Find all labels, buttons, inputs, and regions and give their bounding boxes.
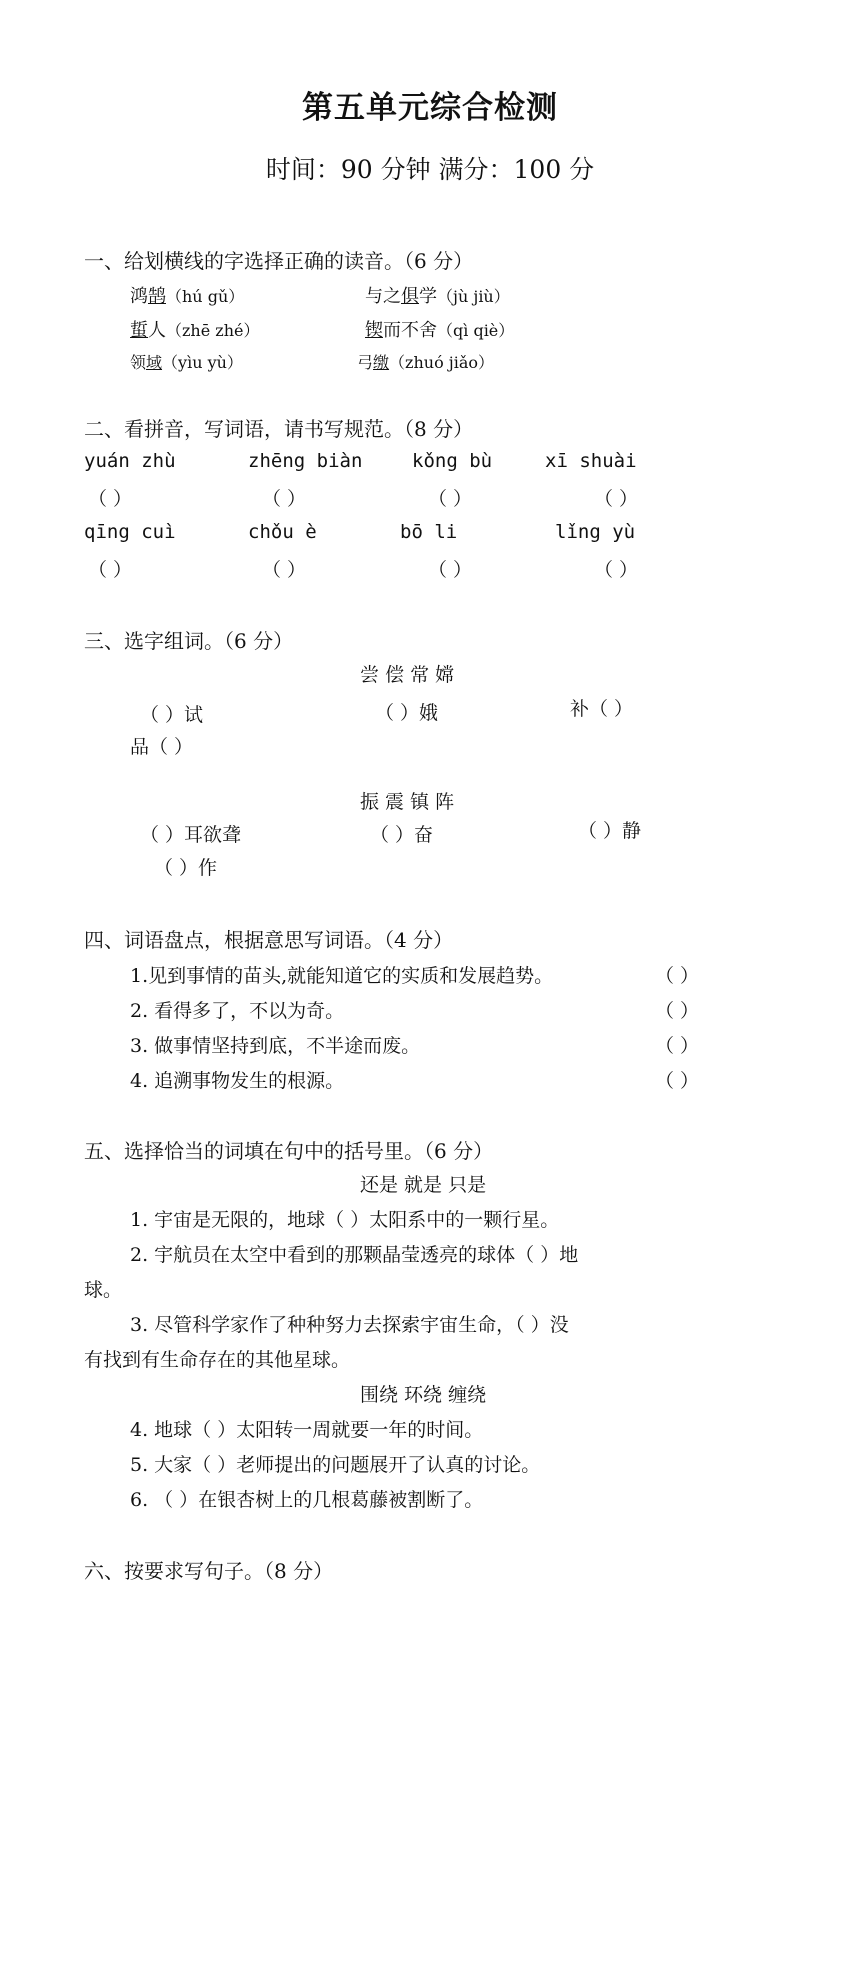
answer-blank[interactable]: （ ） xyxy=(262,559,307,581)
q4-item: 4. 追溯事物发生的根源。 xyxy=(130,1070,345,1092)
answer-blank[interactable]: （ ） xyxy=(262,488,307,510)
q1-item-6: 弓缴（zhuó jiǎo） xyxy=(357,353,495,372)
q4-item: 1.见到事情的苗头,就能知道它的实质和发展趋势。 xyxy=(130,965,554,987)
q4-item: 3. 做事情坚持到底，不半途而废。 xyxy=(130,1035,421,1057)
answer-blank[interactable]: （ ） xyxy=(594,488,639,510)
q1-item-5: 领域（yìu yù） xyxy=(130,353,243,372)
pinyin-4: xī shuài xyxy=(545,450,637,472)
word-blank[interactable]: （ ）静 xyxy=(578,820,642,842)
q5-sentence-6: 6. （ ）在银杏树上的几根葛藤被割断了。 xyxy=(130,1489,484,1511)
pinyin-2: zhēng biàn xyxy=(248,450,363,472)
answer-blank[interactable]: （ ） xyxy=(655,1035,700,1057)
answer-blank[interactable]: （ ） xyxy=(655,1000,700,1022)
pinyin-6: chǒu è xyxy=(248,521,317,543)
q5-sentence-1: 1. 宇宙是无限的，地球（ ）太阳系中的一颗行星。 xyxy=(130,1209,560,1231)
q1-item-4: 锲而不舍（qì qiè） xyxy=(365,320,515,341)
q5-sentence-2: 2. 宇航员在太空中看到的那颗晶莹透亮的球体（ ）地 xyxy=(130,1244,579,1266)
word-blank[interactable]: （ ）试 xyxy=(140,704,204,726)
q5-sentence-2-cont: 球。 xyxy=(84,1279,123,1301)
q5-sentence-4: 4. 地球（ ）太阳转一周就要一年的时间。 xyxy=(130,1419,484,1441)
word-options-1: 还是 就是 只是 xyxy=(360,1174,487,1196)
word-blank[interactable]: （ ）娥 xyxy=(375,702,439,724)
pinyin-1: yuán zhù xyxy=(84,450,176,472)
answer-blank[interactable]: （ ） xyxy=(594,559,639,581)
page-title: 第五单元综合检测 xyxy=(302,90,558,126)
pinyin-5: qīng cuì xyxy=(84,521,176,543)
section-4-heading: 四、词语盘点，根据意思写词语。（4 分） xyxy=(84,928,454,952)
answer-blank[interactable]: （ ） xyxy=(88,559,133,581)
section-2-heading: 二、看拼音，写词语，请书写规范。（8 分） xyxy=(84,417,474,441)
answer-blank[interactable]: （ ） xyxy=(655,1070,700,1092)
answer-blank[interactable]: （ ） xyxy=(88,488,133,510)
section-5-heading: 五、选择恰当的词填在句中的括号里。（6 分） xyxy=(84,1139,494,1163)
section-3-heading: 三、选字组词。（6 分） xyxy=(84,629,294,653)
q1-item-2: 与之俱学（jù jiù） xyxy=(365,286,510,307)
word-options-2: 围绕 环绕 缠绕 xyxy=(360,1384,487,1406)
exam-info: 时间：90 分钟 满分：100 分 xyxy=(265,155,595,184)
q4-item: 2. 看得多了，不以为奇。 xyxy=(130,1000,345,1022)
answer-blank[interactable]: （ ） xyxy=(655,965,700,987)
q5-sentence-5: 5. 大家（ ）老师提出的问题展开了认真的讨论。 xyxy=(130,1454,541,1476)
q5-sentence-3-cont: 有找到有生命存在的其他星球。 xyxy=(84,1349,351,1371)
answer-blank[interactable]: （ ） xyxy=(428,488,473,510)
word-blank[interactable]: 补（ ） xyxy=(570,698,634,720)
word-blank[interactable]: 品（ ） xyxy=(130,736,194,758)
char-options-2: 振 震 镇 阵 xyxy=(360,791,455,813)
pinyin-8: lǐng yù xyxy=(555,521,636,543)
word-blank[interactable]: （ ）奋 xyxy=(370,824,434,846)
word-blank[interactable]: （ ）作 xyxy=(154,857,218,879)
pinyin-3: kǒng bù xyxy=(412,450,493,472)
word-blank[interactable]: （ ）耳欲聋 xyxy=(140,824,242,846)
pinyin-7: bō li xyxy=(400,521,458,543)
section-1-heading: 一、给划横线的字选择正确的读音。（6 分） xyxy=(84,249,474,273)
q1-item-1: 鸿鹄（hú gǔ） xyxy=(130,286,245,307)
q1-item-3: 蜇人（zhē zhé） xyxy=(130,320,260,341)
char-options-1: 尝 偿 常 嫦 xyxy=(360,664,455,686)
q5-sentence-3: 3. 尽管科学家作了种种努力去探索宇宙生命，（ ）没 xyxy=(130,1314,569,1336)
answer-blank[interactable]: （ ） xyxy=(428,559,473,581)
section-6-heading: 六、按要求写句子。（8 分） xyxy=(84,1559,334,1583)
